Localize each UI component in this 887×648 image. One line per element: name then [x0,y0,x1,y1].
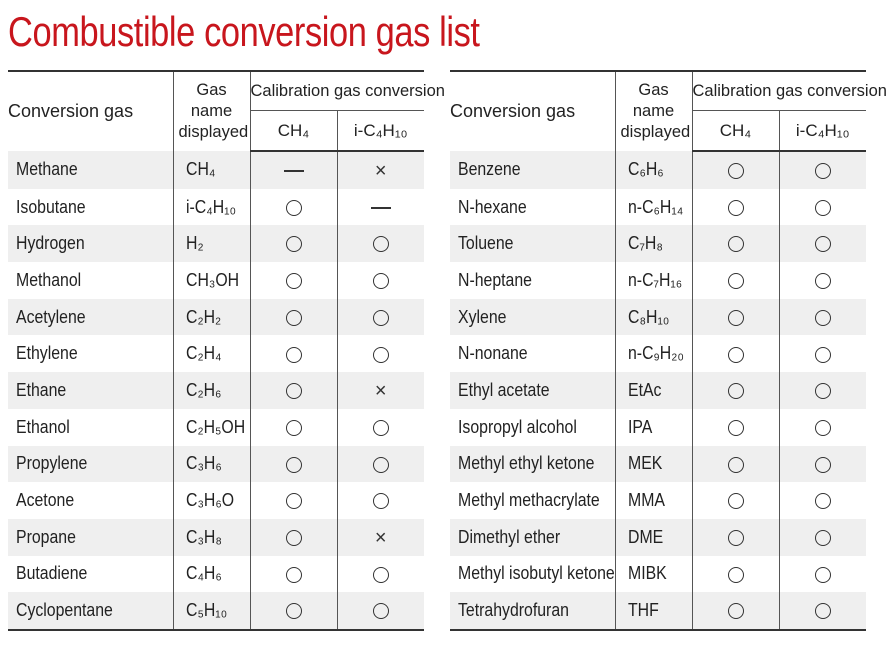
circle-mark-icon [286,530,302,546]
ic4h10-conversion-cell [779,262,866,299]
circle-mark-icon [815,383,831,399]
table-body [8,151,424,630]
table-row [450,556,866,593]
ch4-conversion-cell [250,409,337,446]
circle-mark-icon [728,603,744,619]
gas-display-name: H₂ [185,233,204,254]
cross-mark-icon: × [374,159,387,182]
ic4h10-conversion-cell [779,446,866,483]
gas-display-name: CH₃OH [185,269,239,290]
conversion-gas-name: N-heptane [458,269,532,290]
page-title: Combustible conversion gas list [8,8,480,55]
conversion-gas-cell [8,409,173,446]
ch4-conversion-cell [692,299,779,336]
table-row [8,519,424,556]
ic4h10-conversion-cell [337,519,424,556]
ic4h10-conversion-cell [779,372,866,409]
header-gas-name-displayed [615,71,692,151]
gas-display-cell [615,151,692,189]
ic4h10-conversion-cell [337,225,424,262]
gas-display-name: C₄H₆ [185,563,222,584]
gas-display-cell [173,225,250,262]
ic4h10-conversion-cell [337,262,424,299]
conversion-gas-name: Cyclopentane [16,600,113,621]
table-row [450,409,866,446]
gas-display-cell [615,409,692,446]
gas-display-name: C₂H₄ [185,343,222,364]
cross-mark-icon: × [374,526,387,549]
gas-display-cell [615,372,692,409]
ch4-conversion-cell [692,189,779,226]
table-row [450,592,866,630]
gas-display-cell [173,335,250,372]
table-body [450,151,866,630]
circle-mark-icon [815,603,831,619]
gas-display-cell [615,592,692,630]
circle-mark-icon [815,493,831,509]
gas-display-cell [173,409,250,446]
ch4-conversion-cell [692,372,779,409]
ic4h10-conversion-cell [779,189,866,226]
ch4-conversion-cell [250,335,337,372]
conversion-gas-name: Ethyl acetate [458,379,550,400]
gas-display-name: n-C₆H₁₄ [627,196,683,217]
gas-display-name: C₅H₁₀ [185,600,227,621]
ch4-conversion-cell [692,519,779,556]
ch4-conversion-cell [692,556,779,593]
gas-display-cell [615,299,692,336]
conversion-gas-name: Methyl methacrylate [458,490,600,511]
conversion-gas-cell [8,519,173,556]
table-row [450,189,866,226]
gas-display-cell [615,482,692,519]
ic4h10-conversion-cell [337,446,424,483]
ch4-conversion-cell [250,299,337,336]
conversion-gas-name: Acetone [16,490,75,511]
ic4h10-conversion-cell [337,335,424,372]
ch4-conversion-cell [692,446,779,483]
table-row [8,409,424,446]
table-row [450,225,866,262]
circle-mark-icon [373,457,389,473]
gas-display-cell [173,592,250,630]
gas-display-name: MIBK [627,563,667,584]
conversion-gas-name: Methyl ethyl ketone [458,453,595,474]
ic4h10-conversion-cell [337,592,424,630]
circle-mark-icon [373,603,389,619]
table-row [8,299,424,336]
circle-mark-icon [815,310,831,326]
ic4h10-conversion-cell [337,299,424,336]
ic4h10-conversion-cell [779,519,866,556]
table-row [8,372,424,409]
conversion-gas-cell [450,446,615,483]
conversion-gas-name: Acetylene [16,306,86,327]
circle-mark-icon [373,567,389,583]
ch4-conversion-cell [250,151,337,189]
conversion-gas-name: Methane [16,159,78,180]
gas-display-name: IPA [627,416,652,437]
ic4h10-conversion-cell [779,556,866,593]
conversion-gas-cell [8,151,173,189]
circle-mark-icon [728,347,744,363]
ic4h10-conversion-cell [779,335,866,372]
gas-display-name: THF [627,600,659,621]
conversion-gas-cell [450,519,615,556]
gas-display-name: C₈H₁₀ [627,306,669,327]
conversion-gas-cell [8,335,173,372]
gas-display-name: C₂H₂ [185,306,221,327]
gas-display-cell [615,519,692,556]
table-row [8,482,424,519]
circle-mark-icon [373,493,389,509]
cross-mark-icon: × [374,380,387,403]
conversion-gas-name: Isopropyl alcohol [458,416,577,437]
gas-display-cell [173,151,250,189]
gas-display-cell [615,189,692,226]
ic4h10-conversion-cell [779,482,866,519]
circle-mark-icon [815,163,831,179]
circle-mark-icon [286,567,302,583]
gas-display-cell [173,299,250,336]
conversion-gas-name: Benzene [458,159,521,180]
table-row [8,151,424,189]
conversion-gas-cell [450,372,615,409]
conversion-gas-cell [450,409,615,446]
ch4-conversion-cell [250,189,337,226]
header-conversion-gas: Conversion gas [8,71,173,151]
gas-display-name: n-C₇H₁₆ [627,269,682,290]
table-row [8,262,424,299]
ic4h10-conversion-cell [779,225,866,262]
gas-display-name: i-C₄H₁₀ [185,196,236,217]
conversion-gas-name: Dimethyl ether [458,526,561,547]
gas-display-cell [615,225,692,262]
gas-display-name: C₂H₆ [185,379,221,400]
conversion-gas-name: Ethylene [16,343,78,364]
gas-display-name: MMA [627,490,665,511]
circle-mark-icon [286,603,302,619]
ch4-conversion-cell [250,556,337,593]
conversion-gas-name: Ethane [16,379,67,400]
table-row [450,335,866,372]
gas-display-name: C₃H₆O [185,490,234,511]
ic4h10-conversion-cell [779,151,866,189]
conversion-gas-name: Ethanol [16,416,70,437]
ic4h10-conversion-cell [337,556,424,593]
conversion-gas-cell [8,225,173,262]
gas-display-cell [615,556,692,593]
table-row [8,225,424,262]
header-gas-name-displayed-text: Gas name displayed [620,81,691,141]
ch4-conversion-cell [250,225,337,262]
circle-mark-icon [728,163,744,179]
ic4h10-conversion-cell [337,372,424,409]
ic4h10-conversion-cell [779,409,866,446]
conversion-gas-name: Propylene [16,453,88,474]
circle-mark-icon [815,200,831,216]
conversion-gas-name: Isobutane [16,196,86,217]
gas-display-cell [615,335,692,372]
conversion-gas-name: Toluene [458,233,514,254]
circle-mark-icon [728,310,744,326]
circle-mark-icon [815,567,831,583]
table-row [450,446,866,483]
circle-mark-icon [815,530,831,546]
circle-mark-icon [286,273,302,289]
circle-mark-icon [728,493,744,509]
circle-mark-icon [286,457,302,473]
circle-mark-icon [286,200,302,216]
conversion-gas-name: Methanol [16,269,82,290]
circle-mark-icon [286,383,302,399]
conversion-gas-cell [8,372,173,409]
circle-mark-icon [286,310,302,326]
ic4h10-conversion-cell [337,189,424,226]
conversion-gas-cell [450,299,615,336]
header-ic4h10: i-C₄H₁₀ [337,111,424,152]
circle-mark-icon [286,420,302,436]
gas-display-name: C₃H₆ [185,453,222,474]
gas-display-cell [173,372,250,409]
conversion-gas-cell [8,446,173,483]
ch4-conversion-cell [692,592,779,630]
ic4h10-conversion-cell [337,151,424,189]
circle-mark-icon [815,236,831,252]
gas-display-name: DME [627,526,663,547]
circle-mark-icon [373,273,389,289]
table-row [8,592,424,630]
table-row [8,446,424,483]
gas-display-cell [173,446,250,483]
header-conversion-gas: Conversion gas [450,71,615,151]
circle-mark-icon [815,457,831,473]
gas-display-name: MEK [627,453,662,474]
gas-table-left [8,70,445,631]
gas-display-cell [173,556,250,593]
table-row [450,519,866,556]
conversion-gas-cell [450,482,615,519]
conversion-gas-cell [450,151,615,189]
ch4-conversion-cell [250,262,337,299]
header-gas-name-displayed [173,71,250,151]
dash-mark-icon [284,170,304,172]
circle-mark-icon [815,273,831,289]
conversion-gas-name: Xylene [458,306,507,327]
ch4-conversion-cell [250,592,337,630]
ch4-conversion-cell [692,482,779,519]
circle-mark-icon [815,420,831,436]
circle-mark-icon [286,493,302,509]
table-row [450,372,866,409]
circle-mark-icon [728,530,744,546]
conversion-gas-cell [8,592,173,630]
dash-mark-icon [371,207,391,209]
conversion-gas-cell [450,262,615,299]
gas-display-cell [173,482,250,519]
conversion-gas-name: Hydrogen [16,233,85,254]
conversion-gas-cell [8,482,173,519]
conversion-gas-cell [450,225,615,262]
ic4h10-conversion-cell [779,592,866,630]
circle-mark-icon [373,310,389,326]
ch4-conversion-cell [692,151,779,189]
circle-mark-icon [286,347,302,363]
circle-mark-icon [728,457,744,473]
conversion-gas-name: Propane [16,526,76,547]
header-gas-name-displayed-text: Gas name displayed [178,81,249,141]
gas-display-cell [615,262,692,299]
conversion-gas-cell [8,262,173,299]
conversion-gas-name: N-hexane [458,196,527,217]
circle-mark-icon [728,200,744,216]
conversion-gas-cell [450,335,615,372]
table-row [8,335,424,372]
conversion-gas-name: Butadiene [16,563,88,584]
table-row [8,189,424,226]
circle-mark-icon [728,567,744,583]
conversion-gas-name: N-nonane [458,343,528,364]
gas-display-cell [173,189,250,226]
gas-display-name: C₂H₅OH [185,416,245,437]
header-calibration-gas-conversion: Calibration gas conversion [250,71,424,111]
ch4-conversion-cell [250,519,337,556]
ch4-conversion-cell [250,446,337,483]
circle-mark-icon [373,236,389,252]
circle-mark-icon [373,420,389,436]
conversion-gas-cell [8,556,173,593]
circle-mark-icon [286,236,302,252]
circle-mark-icon [728,236,744,252]
gas-display-name: n-C₉H₂₀ [627,343,684,364]
header-ic4h10: i-C₄H₁₀ [779,111,866,152]
conversion-gas-cell [8,299,173,336]
circle-mark-icon [728,420,744,436]
table-row [8,556,424,593]
gas-display-name: C₃H₈ [185,526,222,547]
ic4h10-conversion-cell [337,409,424,446]
ch4-conversion-cell [692,225,779,262]
gas-display-cell [173,262,250,299]
conversion-gas-cell [450,556,615,593]
gas-display-name: CH₄ [185,159,215,180]
conversion-gas-name: Tetrahydrofuran [458,600,569,621]
conversion-gas-cell [8,189,173,226]
header-ch4: CH₄ [250,111,337,152]
gas-table-right [450,70,887,631]
conversion-gas-name: Methyl isobutyl ketone [458,563,615,584]
ch4-conversion-cell [692,335,779,372]
ch4-conversion-cell [250,482,337,519]
ch4-conversion-cell [692,409,779,446]
gas-display-name: C₆H₆ [627,159,664,180]
table-row [450,151,866,189]
ch4-conversion-cell [250,372,337,409]
gas-display-cell [173,519,250,556]
circle-mark-icon [728,273,744,289]
gas-display-name: EtAc [627,379,661,400]
header-ch4: CH₄ [692,111,779,152]
gas-display-cell [615,446,692,483]
conversion-gas-cell [450,189,615,226]
conversion-gas-cell [450,592,615,630]
circle-mark-icon [373,347,389,363]
table-row [450,482,866,519]
circle-mark-icon [815,347,831,363]
table-row [450,262,866,299]
header-calibration-gas-conversion: Calibration gas conversion [692,71,866,111]
ch4-conversion-cell [692,262,779,299]
gas-display-name: C₇H₈ [627,233,663,254]
ic4h10-conversion-cell [337,482,424,519]
circle-mark-icon [728,383,744,399]
ic4h10-conversion-cell [779,299,866,336]
table-row [450,299,866,336]
